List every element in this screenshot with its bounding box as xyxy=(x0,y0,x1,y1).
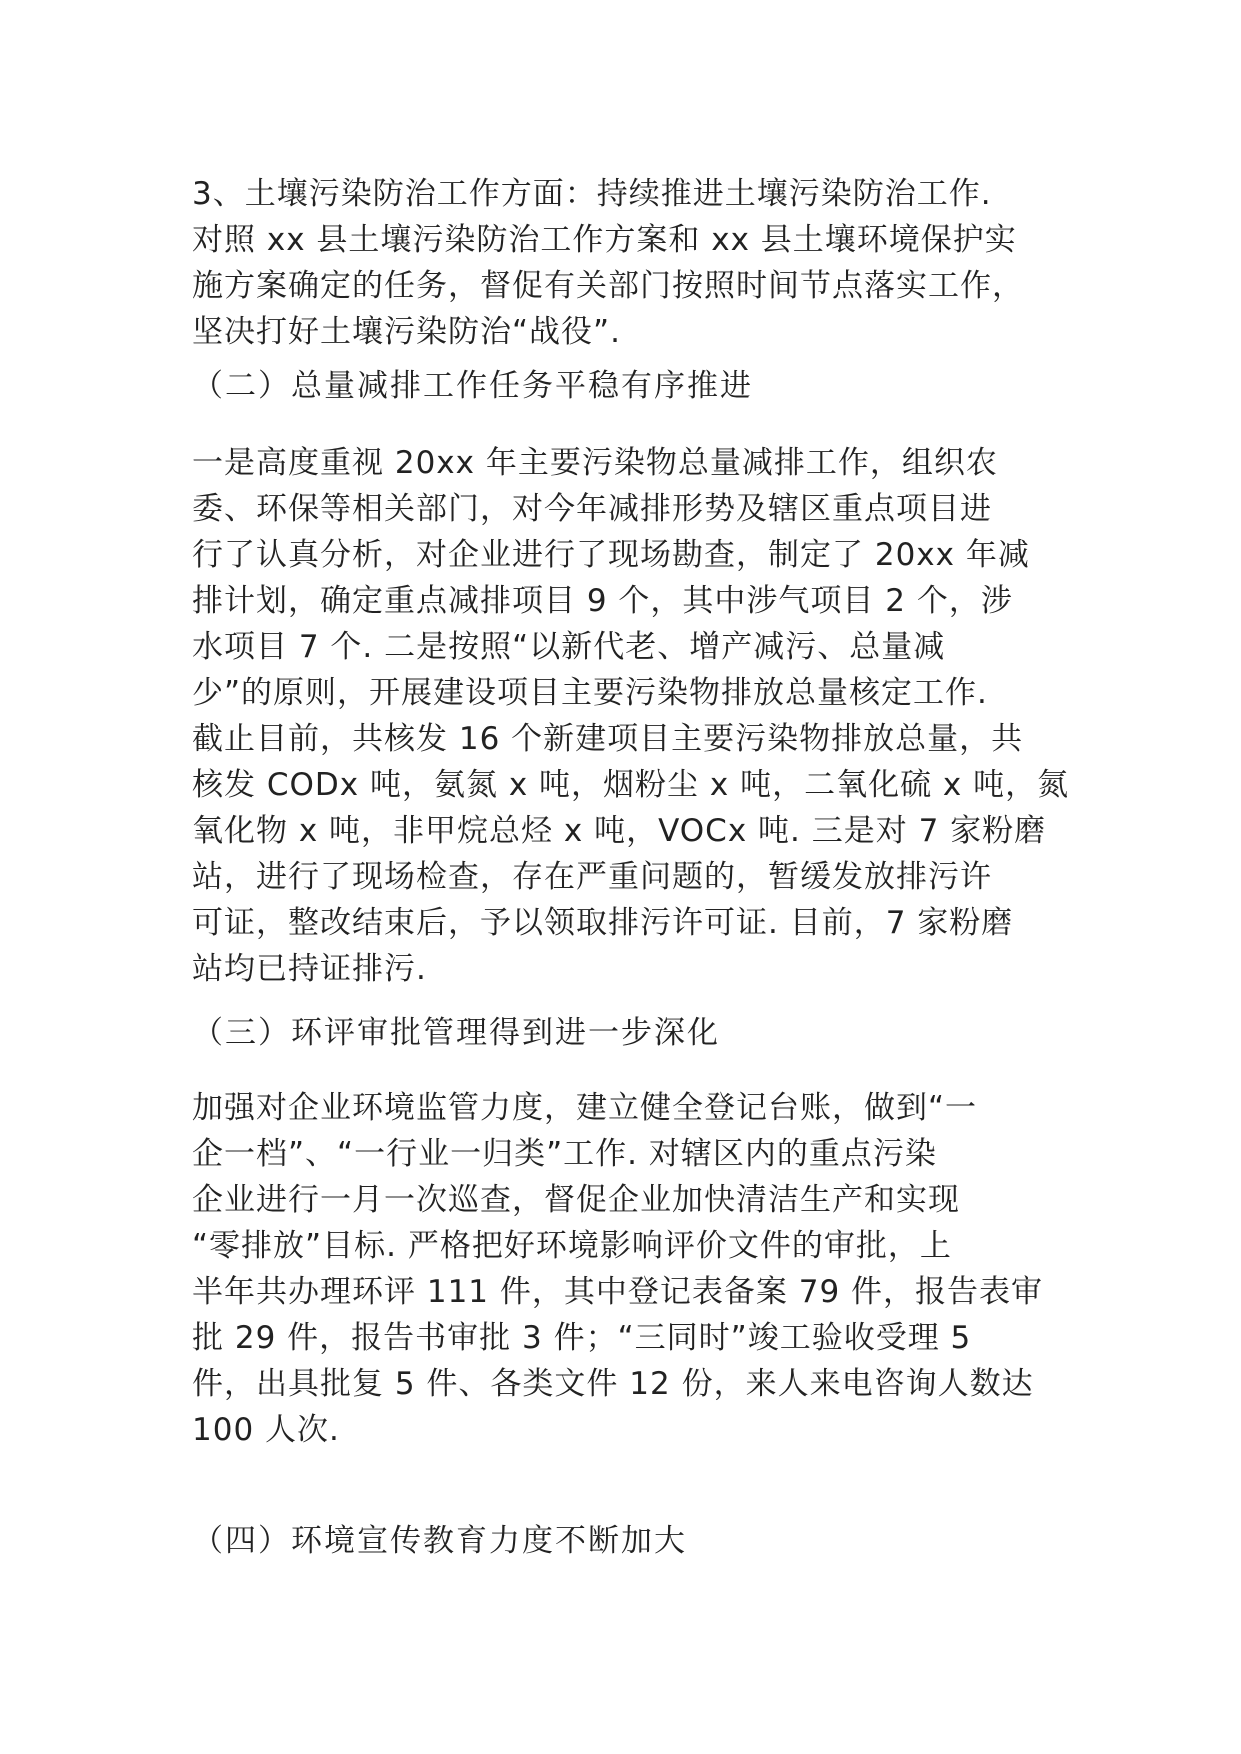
heading-text: （二）总量减排工作任务平稳有序推进 xyxy=(192,368,753,404)
section-heading-2 xyxy=(192,363,1062,409)
section-heading-3 xyxy=(192,1010,1062,1056)
text-line: 核发 CODx 吨，氨氮 x 吨，烟粉尘 x 吨，二氧化硫 x 吨，氮 xyxy=(192,767,1070,803)
text-line: 可证，整改结束后，予以领取排污许可证. 目前，7 家粉磨 xyxy=(192,905,1014,941)
paragraph-emission-reduction xyxy=(192,440,1070,992)
text-line: 排计划，确定重点减排项目 9 个，其中涉气项目 2 个，涉 xyxy=(192,583,1013,619)
text-line: 加强对企业环境监管力度，建立健全登记台账，做到“一 xyxy=(192,1090,978,1126)
text-line: 件，出具批复 5 件、各类文件 12 份，来人来电咨询人数达 xyxy=(192,1366,1034,1402)
heading-text: （四）环境宣传教育力度不断加大 xyxy=(192,1523,687,1559)
text-line: 企一档”、“一行业一归类”工作. 对辖区内的重点污染 xyxy=(192,1136,937,1172)
text-line: 对照 xx 县土壤污染防治工作方案和 xx 县土壤环境保护实 xyxy=(192,222,1017,258)
text-line: 批 29 件，报告书审批 3 件；“三同时”竣工验收受理 5 xyxy=(192,1320,972,1356)
section-heading-4 xyxy=(192,1518,1062,1564)
text-line: 行了认真分析，对企业进行了现场勘查，制定了 20xx 年减 xyxy=(192,537,1030,573)
text-line: 水项目 7 个. 二是按照“以新代老、增产减污、总量减 xyxy=(192,629,946,665)
text-line: 施方案确定的任务，督促有关部门按照时间节点落实工作， xyxy=(192,268,1024,304)
text-line: 半年共办理环评 111 件，其中登记表备案 79 件，报告表审 xyxy=(192,1274,1044,1310)
text-line: 少”的原则，开展建设项目主要污染物排放总量核定工作. xyxy=(192,675,988,711)
text-line: 100 人次. xyxy=(192,1412,340,1448)
heading-text: （三）环评审批管理得到进一步深化 xyxy=(192,1015,720,1051)
text-line: 截止目前，共核发 16 个新建项目主要污染物排放总量，共 xyxy=(192,721,1024,757)
text-line: 3、土壤污染防治工作方面：持续推进土壤污染防治工作. xyxy=(192,176,992,212)
text-line: 氧化物 x 吨，非甲烷总烃 x 吨，VOCx 吨. 三是对 7 家粉磨 xyxy=(192,813,1047,849)
text-line: 企业进行一月一次巡查，督促企业加快清洁生产和实现 xyxy=(192,1182,960,1218)
paragraph-soil-pollution xyxy=(192,171,1062,355)
text-line: 坚决打好土壤污染防治“战役”. xyxy=(192,314,621,350)
text-line: 站，进行了现场检查，存在严重问题的，暂缓发放排污许 xyxy=(192,859,992,895)
text-line: “零排放”目标. 严格把好环境影响评价文件的审批，上 xyxy=(192,1228,952,1264)
paragraph-eia-approval xyxy=(192,1085,1062,1453)
text-line: 站均已持证排污. xyxy=(192,951,427,987)
text-line: 委、环保等相关部门，对今年减排形势及辖区重点项目进 xyxy=(192,491,992,527)
text-line: 一是高度重视 20xx 年主要污染物总量减排工作，组织农 xyxy=(192,445,998,481)
